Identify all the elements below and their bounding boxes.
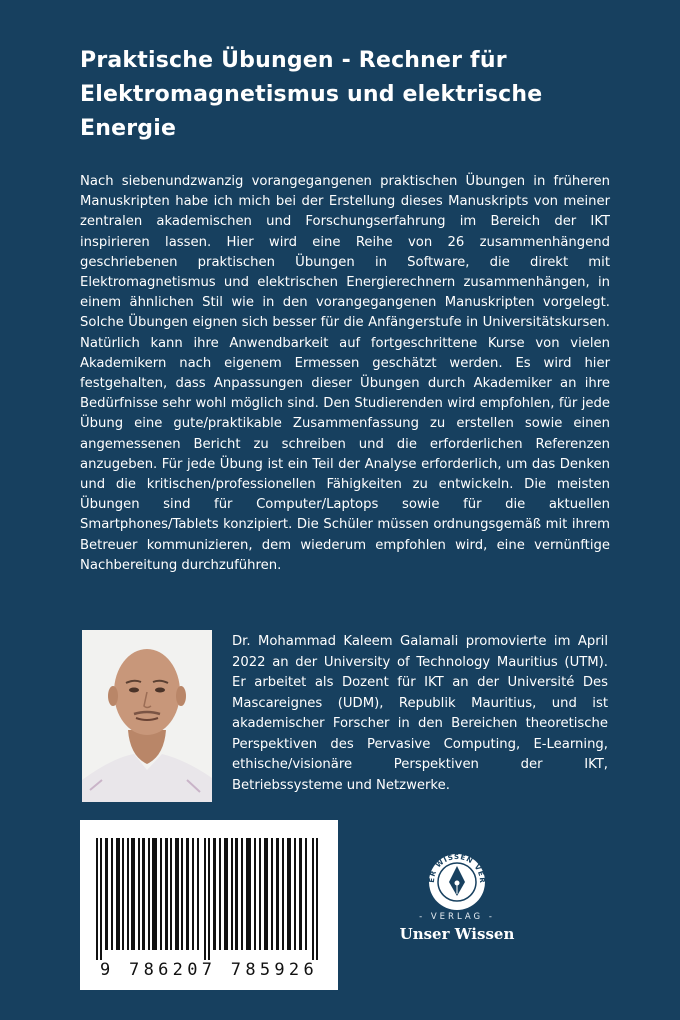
book-title: Praktische Übungen - Rechner für Elektromagnetismus und elektrische Energie (80, 48, 543, 141)
publisher-ring-text: ER WISSEN VER (427, 852, 487, 884)
author-photo (82, 630, 212, 802)
author-biography: Dr. Mohammad Kaleem Galamali promovierte im April 2022 an der University of Technology Mauritius (UTM). Er arbeitet als Dozent für IKT an der Université Des Mascareignes (UDM), Republik Mauritius, und ist akademischer Forscher in den Bereichen theoretische Perspektiven des Pervasive Computing, E-Learning, ethische/visionäre Perspektiven der IKT, Betriebssysteme und Netzwerke. (232, 634, 608, 793)
publisher-name: Unser Wissen (399, 925, 515, 943)
publisher-logo (392, 852, 522, 952)
author-portrait-illustration (82, 630, 212, 802)
publisher-emblem (392, 852, 522, 914)
barcode-bars (80, 820, 338, 960)
isbn-barcode (80, 820, 338, 990)
isbn-number: 9 786207 785926 (99, 960, 319, 980)
publisher-verlag-label: - VERLAG - (419, 912, 495, 922)
book-description: Nach siebenundzwanzig vorangegangenen praktischen Übungen in früheren Manuskripten habe ich mich bei der Erstellung dieses Manuskripts von meiner zentralen akademischen und Forschungserfahrung im Bereich der IKT inspirieren lassen. Hier wird eine Reihe von 26 zusammenhängend geschriebenen praktischen Übungen in Software, die direkt mit Elektromagnetismus und elektrischen Energierechnern zusammenhängen, in einem ähnlichen Stil wie in den vorangegangenen Manuskripten vorgelegt. Solche Übungen eignen sich besser für die Anfängerstufe in Universitätskursen. Natürlich kann ihre Anwendbarkeit auf fortgeschrittene Kurse von vielen Akademikern nach eigenem Ermessen geschätzt werden. Es wird hier festgehalten, dass Anpassungen dieser Übungen durch Akademiker an ihre Bedürfnisse sehr wohl möglich sind. Den Studierenden wird empfohlen, für jede Übung eine gute/praktikable Zusammenfassung zu erstellen sowie einen angemessenen Bericht zu schreiben und die erforderlichen Referenzen anzugeben. Für jede Übung ist ein Teil der Analyse erforderlich, um das Denken und die kritischen/professionellen Fähigkeiten zu entwickeln. Die meisten Übungen sind für Computer/Laptops sowie für die aktuellen Smartphones/Tablets konzipiert. Die Schüler müssen ordnungsgemäß mit ihrem Betreuer kommunizieren, dem wiederum empfohlen wird, eine vernünftige Nachbereitung durchzuführen. (80, 174, 610, 573)
